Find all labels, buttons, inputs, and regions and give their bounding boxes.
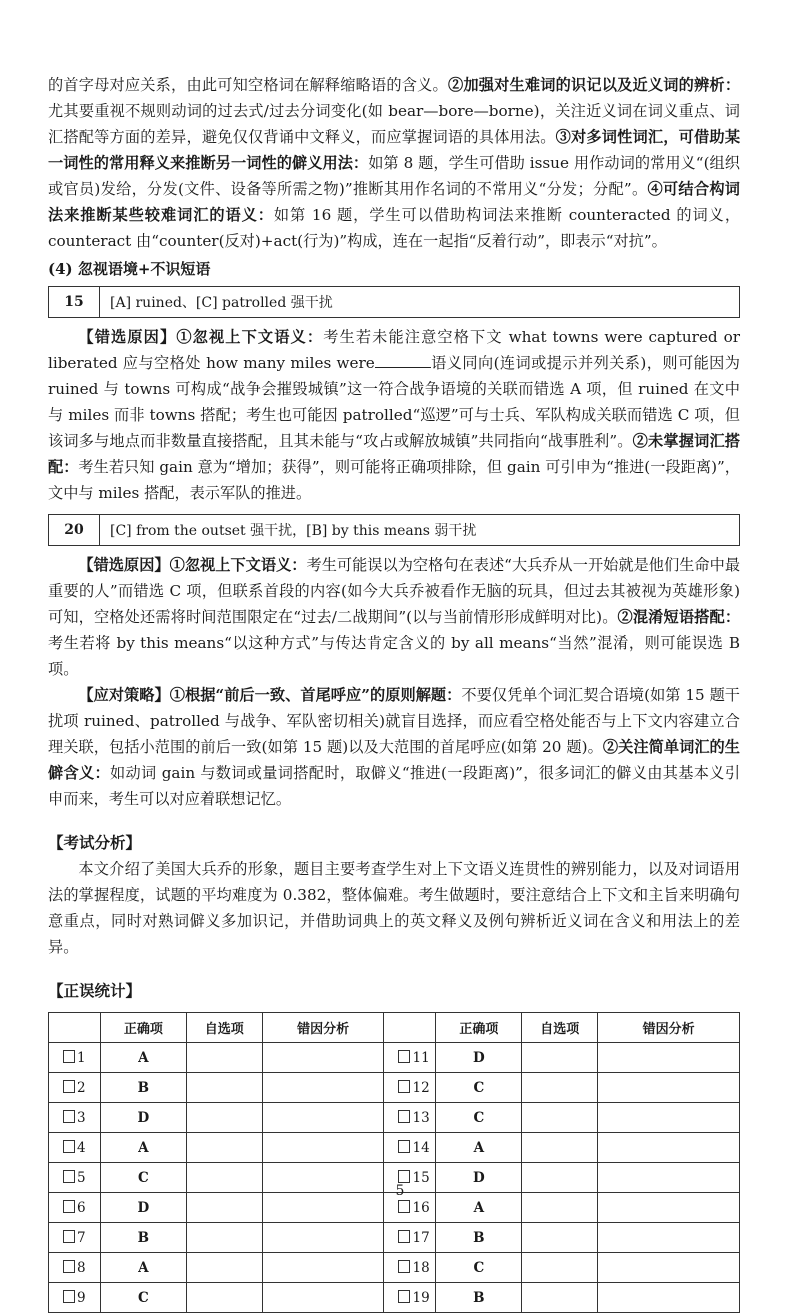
- checkbox-icon[interactable]: [398, 1260, 410, 1273]
- exam-analysis-heading: 【考试分析】: [48, 833, 142, 852]
- page-number: 5: [395, 1183, 405, 1199]
- text: 考生若将 by this means“以这种方式”与传达肯定含义的 by all means“当然”混淆，则可能误选 B 项。: [48, 634, 740, 678]
- checkbox-icon[interactable]: [63, 1110, 75, 1123]
- bold-heading: ①忽视上下文语义：: [176, 328, 324, 346]
- reason-paragraph-15: [48, 324, 740, 506]
- question-number: 4: [77, 1139, 86, 1156]
- question-number: 14: [412, 1139, 430, 1156]
- checkbox-icon[interactable]: [398, 1140, 410, 1153]
- question-cell[interactable]: [384, 1253, 436, 1283]
- error-analysis-cell[interactable]: [598, 1133, 740, 1163]
- text: 如动词 gain 与数词或量词搭配时，取僻义“推进(一段距离)”，很多词汇的僻义由其基本义引申而来，考生可以对应着联想记忆。: [48, 764, 741, 808]
- question-box-20: [48, 514, 740, 546]
- self-answer-cell[interactable]: [186, 1223, 262, 1253]
- table-row: [49, 1253, 740, 1283]
- question-number: 18: [412, 1259, 430, 1276]
- question-box-15: [48, 286, 740, 318]
- correct-answer: D: [100, 1103, 186, 1133]
- question-cell[interactable]: [384, 1043, 436, 1073]
- bold-heading: ①忽视上下文语义：: [169, 556, 307, 574]
- text: 如第 16 题，学生可以借助构词法来推断 counteracted 的词义，counteract 由“counter(反对)+act(行为)”构成，连在一起指“反着行动”，即表示“对抗”。: [48, 206, 740, 250]
- label: 【错选原因】: [78, 328, 177, 346]
- question-cell[interactable]: [384, 1073, 436, 1103]
- question-cell[interactable]: [384, 1133, 436, 1163]
- question-number: 5: [77, 1169, 86, 1186]
- bold-heading: ②加强对生难词的识记以及近义词的辨析：: [447, 76, 741, 94]
- error-analysis-cell[interactable]: [598, 1283, 740, 1313]
- checkbox-icon[interactable]: [63, 1260, 75, 1273]
- text: 考生若未能注意空格下文 what towns were captured or liberated 应与空格处 how many miles were: [48, 328, 741, 372]
- error-analysis-cell[interactable]: [262, 1103, 384, 1133]
- error-analysis-cell[interactable]: [262, 1133, 384, 1163]
- error-analysis-cell[interactable]: [262, 1073, 384, 1103]
- header-blank: [384, 1013, 436, 1043]
- error-analysis-cell[interactable]: [262, 1283, 384, 1313]
- error-analysis-cell[interactable]: [262, 1043, 384, 1073]
- checkbox-icon[interactable]: [63, 1050, 75, 1063]
- self-answer-cell[interactable]: [522, 1133, 598, 1163]
- table-row: [49, 1283, 740, 1313]
- question-number: 17: [412, 1229, 430, 1246]
- blank-line: [375, 353, 431, 368]
- question-number: 11: [412, 1049, 430, 1066]
- correct-answer: B: [100, 1223, 186, 1253]
- correct-answer: D: [100, 1193, 186, 1223]
- correct-answer: A: [100, 1253, 186, 1283]
- text: 不要仅凭单个词汇契合语境(如第 15 题干扰项 ruined、patrolled 与战争、军队密切相关)就盲目选择，而应看空格处能否与上下文内容建立合理关联，包括小范围的前后一致(如第 15 题)以及大范围的首尾呼应(如第 20 题)。: [48, 686, 740, 756]
- checkbox-icon[interactable]: [63, 1290, 75, 1303]
- correct-answer: B: [436, 1223, 522, 1253]
- error-analysis-cell[interactable]: [598, 1043, 740, 1073]
- self-answer-cell[interactable]: [522, 1223, 598, 1253]
- checkbox-icon[interactable]: [63, 1170, 75, 1183]
- stats-heading: 【正误统计】: [48, 981, 142, 1000]
- question-cell[interactable]: [384, 1103, 436, 1133]
- header-self: 自选项: [522, 1013, 598, 1043]
- self-answer-cell[interactable]: [522, 1283, 598, 1313]
- self-answer-cell[interactable]: [186, 1073, 262, 1103]
- question-cell[interactable]: [49, 1223, 101, 1253]
- header-error: 错因分析: [262, 1013, 384, 1043]
- checkbox-icon[interactable]: [63, 1230, 75, 1243]
- question-number: 15: [412, 1169, 430, 1186]
- question-cell[interactable]: [49, 1133, 101, 1163]
- label: 【应对策略】: [78, 686, 170, 704]
- header-correct: 正确项: [436, 1013, 522, 1043]
- error-analysis-cell[interactable]: [598, 1223, 740, 1253]
- checkbox-icon[interactable]: [398, 1080, 410, 1093]
- table-row: [49, 1223, 740, 1253]
- table-header-row: [49, 1013, 740, 1043]
- correct-answer: C: [436, 1073, 522, 1103]
- question-number: 6: [77, 1199, 86, 1216]
- question-number: 9: [77, 1289, 86, 1306]
- checkbox-icon[interactable]: [63, 1080, 75, 1093]
- text: 的首字母对应关系，由此可知空格词在解释缩略语的含义。: [48, 76, 448, 94]
- checkbox-icon[interactable]: [398, 1200, 410, 1213]
- reason-paragraph-20: [48, 552, 740, 682]
- bold-heading: ②未掌握词汇搭配：: [48, 432, 740, 476]
- question-number: 19: [412, 1289, 430, 1306]
- table-row: [49, 1103, 740, 1133]
- question-cell[interactable]: [49, 1103, 101, 1133]
- correct-answer: D: [436, 1043, 522, 1073]
- exam-analysis-text: 本文介绍了美国大兵乔的形象，题目主要考查学生对上下文语义连贯性的辨别能力，以及对词语用法的掌握程度，试题的平均难度为 0.382，整体偏难。考生做题时，要注意结合上下文和主旨来明确句意重点，同时对熟词僻义多加识记，并借助词典上的英文释义及例句辨析近义词在含义和用法上的差异。: [48, 860, 740, 956]
- checkbox-icon[interactable]: [63, 1200, 75, 1213]
- text: 语义同向(连词或提示并列关系)，则可能因为 ruined 与 towns 可构成“战争会摧毁城镇”这一符合战争语境的关联而错选 A 项，但 ruined 在文中与 miles 而非 towns 搭配；考生也可能因 patrolled“巡逻”可与士兵、军队构成关联而错选 C 项，但该词多与地点而非数量直接搭配，且其未能与“攻占或解放城镇”共同指向“战事胜利”。: [48, 354, 740, 450]
- question-number: 3: [77, 1109, 86, 1126]
- bold-heading: ②混淆短语搭配：: [617, 608, 741, 626]
- question-number: 1: [77, 1049, 86, 1066]
- strategy-paragraph: [48, 682, 740, 812]
- label: 【错选原因】: [78, 556, 170, 574]
- table-row: [49, 1043, 740, 1073]
- self-answer-cell[interactable]: [522, 1073, 598, 1103]
- text: 考生若只知 gain 意为“增加；获得”，则可能将正确项排除，但 gain 可引申为“推进(一段距离)”，文中与 miles 搭配，表示军队的推进。: [48, 458, 740, 502]
- self-answer-cell[interactable]: [186, 1043, 262, 1073]
- question-number: 20: [49, 515, 100, 545]
- distractor-options: [C] from the outset 强干扰，[B] by this means 弱干扰: [110, 523, 477, 539]
- header-correct: 正确项: [100, 1013, 186, 1043]
- correct-answer: B: [436, 1283, 522, 1313]
- checkbox-icon[interactable]: [398, 1230, 410, 1243]
- bold-heading: ①根据“前后一致、首尾呼应”的原则解题：: [169, 686, 462, 704]
- header-self: 自选项: [186, 1013, 262, 1043]
- header-blank: [49, 1013, 101, 1043]
- page-content: [48, 72, 740, 1313]
- self-answer-cell[interactable]: [186, 1103, 262, 1133]
- table-body: [49, 1043, 740, 1313]
- question-number: 13: [412, 1109, 430, 1126]
- text: 尤其要重视不规则动词的过去式/过去分词变化(如 bear—bore—borne)，关注近义词在词义重点、词汇搭配等方面的差异，避免仅仅背诵中文释义，而应掌握词语的具体用法。: [48, 102, 740, 146]
- question-number: 2: [77, 1079, 86, 1096]
- correct-answer: C: [100, 1283, 186, 1313]
- self-answer-cell[interactable]: [522, 1253, 598, 1283]
- bold-heading: ②关注简单词汇的生僻含义：: [48, 738, 740, 782]
- self-answer-cell[interactable]: [186, 1133, 262, 1163]
- self-answer-cell[interactable]: [522, 1103, 598, 1133]
- header-error: 错因分析: [598, 1013, 740, 1043]
- checkbox-icon[interactable]: [398, 1290, 410, 1303]
- question-number: 7: [77, 1229, 86, 1246]
- question-cell[interactable]: [384, 1283, 436, 1313]
- correct-answer: A: [436, 1193, 522, 1223]
- correct-answer: D: [436, 1163, 522, 1193]
- correct-answer: A: [100, 1043, 186, 1073]
- table-row: [49, 1073, 740, 1103]
- correct-answer: C: [100, 1163, 186, 1193]
- answer-stats-table: [48, 1012, 740, 1313]
- section-heading-4: (4) 忽视语境+不识短语: [48, 260, 211, 278]
- checkbox-icon[interactable]: [63, 1140, 75, 1153]
- correct-answer: C: [436, 1253, 522, 1283]
- question-number: 8: [77, 1259, 86, 1276]
- error-analysis-cell[interactable]: [598, 1073, 740, 1103]
- checkbox-icon[interactable]: [398, 1050, 410, 1063]
- bold-heading: ④可结合构词法来推断某些较难词汇的语义：: [48, 180, 740, 224]
- checkbox-icon[interactable]: [398, 1170, 410, 1183]
- question-cell[interactable]: [49, 1073, 101, 1103]
- question-cell[interactable]: [49, 1253, 101, 1283]
- self-answer-cell[interactable]: [186, 1253, 262, 1283]
- checkbox-icon[interactable]: [398, 1110, 410, 1123]
- correct-answer: A: [436, 1133, 522, 1163]
- correct-answer: C: [436, 1103, 522, 1133]
- table-row: [49, 1133, 740, 1163]
- question-cell[interactable]: [384, 1223, 436, 1253]
- question-cell[interactable]: [49, 1043, 101, 1073]
- text: 考生可能误以为空格句在表述“大兵乔从一开始就是他们生命中最重要的人”而错选 C 项，但联系首段的内容(如今大兵乔被看作无脑的玩具，但过去其被视为英雄形象)可知，空格处还需将时间范围限定在“过去/二战期间”(以与当前情形形成鲜明对比)。: [48, 556, 741, 626]
- error-analysis-cell[interactable]: [598, 1253, 740, 1283]
- correct-answer: A: [100, 1133, 186, 1163]
- text: 如第 8 题，学生可借助 issue 用作动词的常用义“(组织或官员)发给，分发(文件、设备等所需之物)”推断其用作名词的不常用义“分发；分配”。: [48, 154, 740, 198]
- question-number: 16: [412, 1199, 430, 1216]
- paragraph-strategies: [48, 72, 740, 254]
- self-answer-cell[interactable]: [186, 1283, 262, 1313]
- question-number: 12: [412, 1079, 430, 1096]
- error-analysis-cell[interactable]: [598, 1103, 740, 1133]
- question-cell[interactable]: [49, 1283, 101, 1313]
- bold-heading: ③对多词性词汇，可借助某一词性的常用释义来推断另一词性的僻义用法：: [48, 128, 741, 172]
- distractor-options: [A] ruined、[C] patrolled 强干扰: [110, 295, 333, 311]
- error-analysis-cell[interactable]: [262, 1253, 384, 1283]
- correct-answer: B: [100, 1073, 186, 1103]
- error-analysis-cell[interactable]: [262, 1223, 384, 1253]
- question-number: 15: [49, 287, 100, 317]
- self-answer-cell[interactable]: [522, 1043, 598, 1073]
